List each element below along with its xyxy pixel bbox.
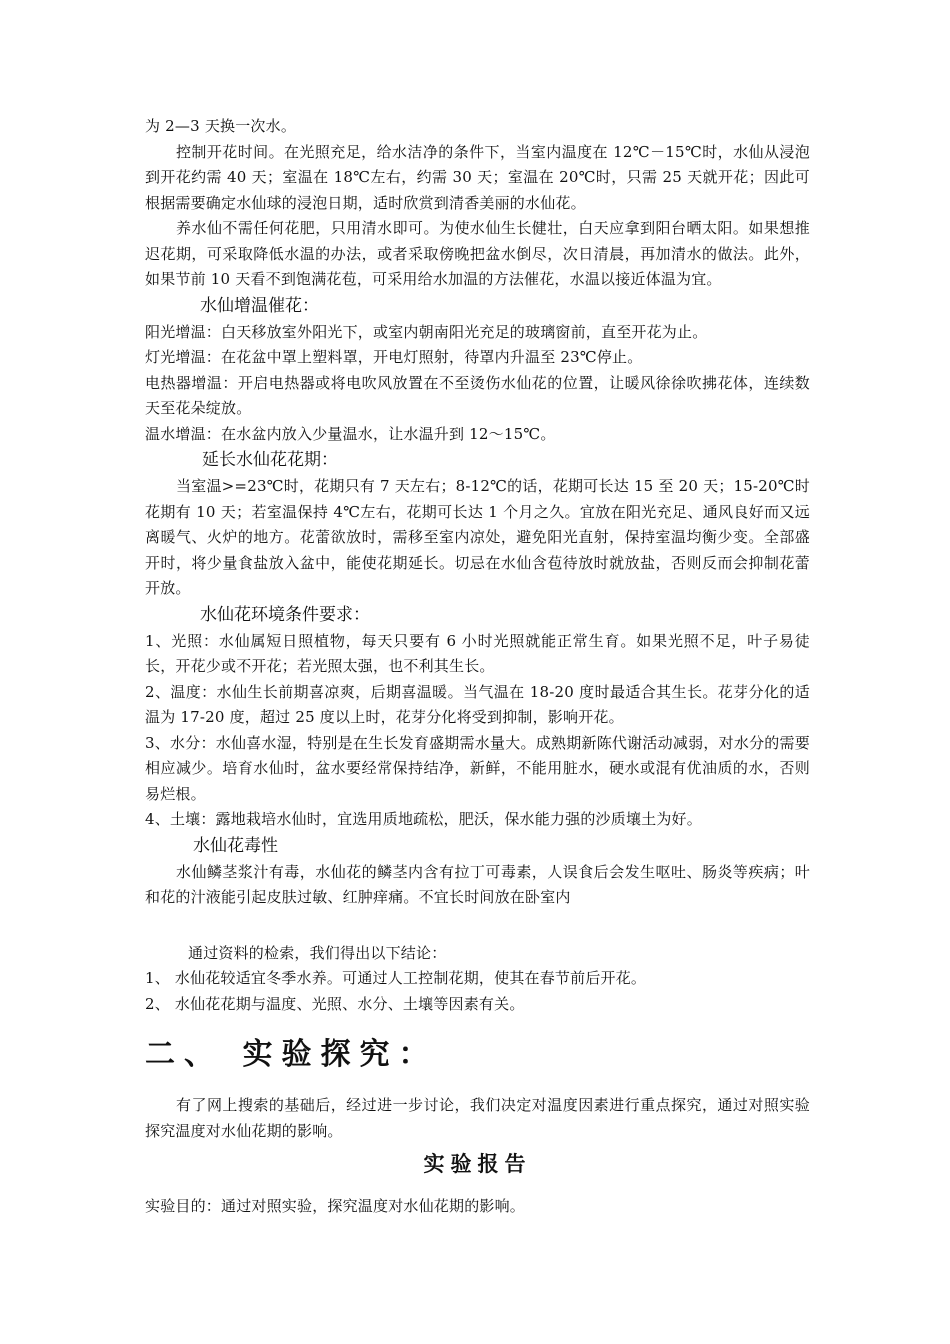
- env-item-water: 3、水分：水仙喜水湿，特别是在生长发育盛期需水量大。成熟期新陈代谢活动减弱，对水分的需要相应减少。培育水仙时，盆水要经常保持结净，新鲜，不能用脏水，硬水或混有优油质的水，否则易烂根。: [145, 733, 810, 803]
- heading-toxicity: 水仙花毒性: [193, 835, 278, 856]
- extend-bloom-paragraph: 当室温>=23℃时，花期只有 7 天左右；8-12℃的话，花期可长达 15 至 20 天；15-20℃时花期有 10 天；若室温保持 4℃左右，花期可长达 1 个月之久。宜放在阳光充足、通风良好而又远离暖气、火炉的地方。花蕾欲放时，需移至室内凉处，避免阳光直射，保持室温均衡少变。全部盛开时，将少量食盐放入盆中，能使花期延长。切忌在水仙含苞待放时就放盐，否则反而会抑制花蕾开放。: [145, 477, 810, 597]
- env-item-temperature: 2、温度：水仙生长前期喜凉爽，后期喜温暖。当气温在 18-20 度时最适合其生长。花芽分化的适温为 17-20 度，超过 25 度以上时，花芽分化将受到抑制，影响开花。: [145, 682, 810, 726]
- conclusion-lead: 通过资料的检索，我们得出以下结论：: [188, 943, 447, 962]
- experiment-intro-paragraph: 有了网上搜索的基础后，经过进一步讨论，我们决定对温度因素进行重点探究，通过对照实验探究温度对水仙花期的影响。: [145, 1096, 810, 1140]
- conclusion-item-1: 1、 水仙花较适宜冬季水养。可通过人工控制花期，使其在春节前后开花。: [145, 969, 647, 987]
- heading-environment: 水仙花环境条件要求：: [200, 604, 370, 625]
- env-item-light: 1、光照：水仙属短日照植物，每天只要有 6 小时光照就能正常生育。如果光照不足，叶子易徒长，开花少或不开花；若光照太强，也不利其生长。: [145, 631, 810, 675]
- heat-item-heater: 电热器增温：开启电热器或将电吹风放置在不至烫伤水仙花的位置，让暖风徐徐吹拂花体，连续数天至花朵绽放。: [145, 373, 810, 417]
- document-page: [145, 114, 810, 1220]
- report-title: 实验报告: [423, 1152, 532, 1176]
- intro-line: 为 2—3 天换一次水。: [145, 117, 297, 135]
- heat-item-sunlight: 阳光增温：白天移放室外阳光下，或室内朝南阳光充足的玻璃窗前，直至开花为止。: [145, 322, 708, 341]
- heading-extend-bloom: 延长水仙花花期：: [202, 450, 338, 470]
- section-heading-experiment: 二、 实验探究：: [145, 1037, 438, 1072]
- report-purpose: 实验目的：通过对照实验，探究温度对水仙花期的影响。: [145, 1197, 526, 1215]
- conclusion-item-2: 2、 水仙花花期与温度、光照、水分、土壤等因素有关。: [145, 994, 525, 1013]
- intro-paragraph-care: 养水仙不需任何花肥，只用清水即可。为使水仙生长健壮，白天应拿到阳台晒太阳。如果想推迟花期，可采取降低水温的办法，或者采取傍晚把盆水倒尽，次日清晨，再加清水的做法。此外，如果节前 10 天看不到饱满花苞，可采用给水加温的方法催花，水温以接近体温为宜。: [145, 219, 810, 288]
- intro-paragraph-flowering-time: 控制开花时间。在光照充足，给水洁净的条件下，当室内温度在 12℃－15℃时，水仙从浸泡到开花约需 40 天；室温在 18℃左右，约需 30 天；室温在 20℃时，只需 25 天就开花；因此可根据需要确定水仙球的浸泡日期，适时欣赏到清香美丽的水仙花。: [145, 142, 810, 212]
- toxicity-paragraph: 水仙鳞茎浆汁有毒，水仙花的鳞茎内含有拉丁可毒素，人误食后会发生呕吐、肠炎等疾病；叶和花的汁液能引起皮肤过敏、红肿痒痛。不宜长时间放在卧室内: [145, 862, 810, 906]
- env-item-soil: 4、土壤：露地栽培水仙时，宜选用质地疏松，肥沃，保水能力强的沙质壤土为好。: [145, 810, 702, 828]
- heading-heat-forcing: 水仙增温催花：: [200, 295, 319, 316]
- heat-item-warm-water: 温水增温：在水盆内放入少量温水，让水温升到 12～15℃。: [145, 424, 556, 443]
- blank-gap: [145, 911, 810, 941]
- heat-item-lamp: 灯光增温：在花盆中罩上塑料罩，开电灯照射，待罩内升温至 23℃停止。: [145, 348, 643, 366]
